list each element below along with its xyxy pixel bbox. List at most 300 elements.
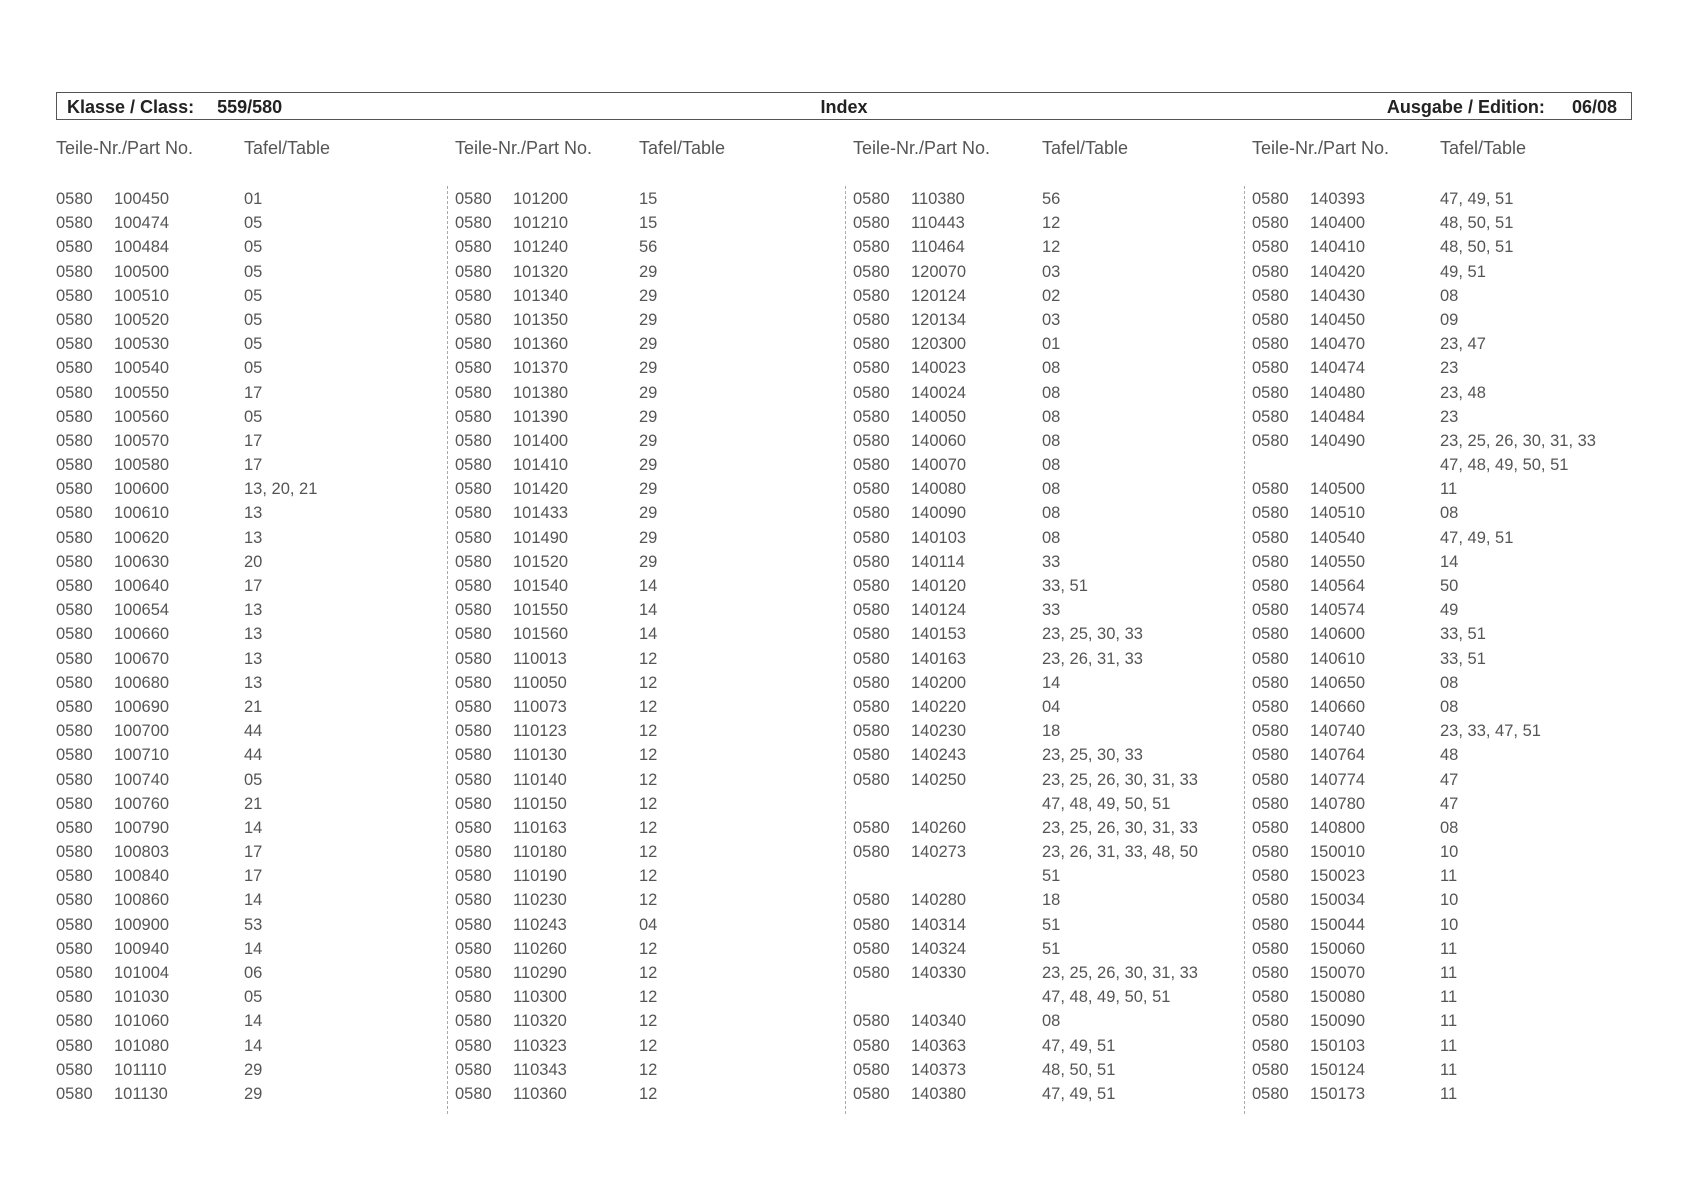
table-ref: 21 [244,697,263,716]
table-ref: 05 [244,262,263,281]
part-number: 101540 [513,577,569,595]
table-ref: 33, 51 [1440,649,1486,668]
table-ref: 51 [1042,867,1061,886]
table-row [455,504,835,528]
table-row [455,867,835,891]
part-prefix: 0580 [56,625,93,644]
part-prefix: 0580 [1252,407,1289,426]
table-ref: 13 [244,649,263,668]
part-prefix: 0580 [1252,915,1289,934]
part-prefix: 0580 [455,1036,492,1055]
part-prefix: 0580 [853,480,890,499]
part-number: 150044 [1310,915,1366,934]
table-row [56,964,436,988]
table-ref: 29 [244,1060,263,1079]
part-prefix: 0580 [1252,697,1289,716]
table-row [455,625,835,649]
part-number: 100700 [114,722,170,741]
part-number: 140090 [911,504,967,523]
part-number: 140260 [911,818,967,837]
part-prefix: 0580 [1252,310,1289,329]
table-ref: 53 [244,915,263,934]
part-prefix: 0580 [853,238,890,257]
table-ref: 14 [244,818,263,837]
table-row [1252,625,1632,649]
table-row [56,529,436,553]
part-prefix: 0580 [56,794,93,813]
part-number: 101490 [513,528,569,547]
table-ref: 17 [244,456,263,475]
table-row [1252,263,1632,287]
table-ref: 13 [244,601,263,620]
part-prefix: 0580 [56,697,93,716]
part-prefix: 0580 [1252,577,1289,595]
part-number: 100710 [114,746,170,765]
part-number: 101390 [513,407,569,426]
table-row [853,819,1233,843]
table-ref: 08 [1440,818,1459,837]
part-number: 140200 [911,673,967,692]
table-row [853,650,1233,674]
part-number: 100654 [114,601,170,620]
part-prefix: 0580 [853,577,890,595]
part-number: 101210 [513,214,569,233]
part-number: 101350 [513,310,569,329]
table-row [1252,771,1632,795]
part-prefix: 0580 [56,843,93,862]
part-number: 110343 [513,1060,567,1079]
table-row [455,891,835,915]
table-ref: 17 [244,867,263,886]
part-number: 101110 [114,1060,167,1079]
part-number: 101030 [114,988,170,1007]
part-prefix: 0580 [853,964,890,982]
part-prefix: 0580 [56,552,93,571]
part-number: 140510 [1310,504,1366,523]
table-ref: 12 [1042,238,1061,257]
table-row [1252,722,1632,746]
table-row [853,625,1233,649]
table-row [56,891,436,915]
part-number: 150080 [1310,988,1366,1007]
table-row [1252,432,1632,456]
part-number: 100520 [114,310,170,329]
table-row [56,214,436,238]
table-row [853,432,1233,456]
part-number: 140023 [911,359,967,378]
part-number: 120070 [911,262,967,281]
part-prefix: 0580 [1252,262,1289,281]
table-ref: 44 [244,722,263,741]
table-row [56,650,436,674]
part-prefix: 0580 [853,673,890,692]
part-number: 140273 [911,843,967,862]
part-number: 101320 [513,262,569,281]
part-prefix: 0580 [1252,649,1289,668]
table-row [455,698,835,722]
table-row [56,1085,436,1109]
table-ref: 12 [639,1012,658,1031]
table-row [1252,529,1632,553]
part-prefix: 0580 [853,214,890,233]
table-ref: 13 [244,673,263,692]
table-ref: 23, 33, 47, 51 [1440,722,1541,741]
table-ref: 17 [244,431,263,450]
index-rows [56,190,436,1109]
part-prefix: 0580 [56,1036,93,1055]
table-row [1252,988,1632,1012]
part-prefix: 0580 [455,939,492,958]
table-row [56,553,436,577]
part-number: 110243 [513,915,567,934]
table-ref: 05 [244,310,263,329]
part-prefix: 0580 [455,1084,492,1103]
table-ref: 47 [1440,794,1459,813]
table-row [853,795,1233,819]
table-row [853,335,1233,359]
table-ref: 29 [639,407,658,426]
part-number: 140564 [1310,577,1366,595]
table-ref: 11 [1440,1036,1458,1055]
part-number: 140470 [1310,335,1366,354]
table-ref: 08 [1440,504,1459,523]
table-row [1252,311,1632,335]
part-number: 110180 [513,843,567,862]
table-row [853,964,1233,988]
part-number: 110073 [513,697,567,716]
part-number: 150090 [1310,1012,1366,1031]
table-ref: 47, 48, 49, 50, 51 [1042,988,1171,1007]
part-prefix: 0580 [455,818,492,837]
table-row [455,964,835,988]
part-number: 100610 [114,504,170,523]
part-no-header: Teile-Nr./Part No. [56,138,194,158]
part-prefix: 0580 [455,335,492,354]
table-row [455,795,835,819]
table-ref: 17 [244,383,263,402]
table-row [1252,650,1632,674]
table-ref: 14 [639,577,658,595]
table-ref: 10 [1440,891,1459,910]
part-number: 140410 [1310,238,1366,257]
part-prefix: 0580 [455,262,492,281]
edition-label: Ausgabe / Edition: [1386,97,1545,117]
part-prefix: 0580 [56,722,93,741]
part-prefix: 0580 [56,383,93,402]
table-row [853,1012,1233,1036]
table-ref: 12 [639,746,658,765]
part-prefix: 0580 [56,770,93,789]
table-ref: 12 [639,649,658,668]
part-prefix: 0580 [853,262,890,281]
table-ref: 51 [1042,915,1061,934]
table-row [1252,1012,1632,1036]
table-ref: 12 [639,867,658,886]
part-prefix: 0580 [455,214,492,233]
table-ref: 23 [1440,407,1459,426]
part-prefix: 0580 [1252,552,1289,571]
table-ref: 05 [244,407,263,426]
part-number: 150173 [1310,1084,1366,1103]
table-row [1252,674,1632,698]
part-prefix: 0580 [455,915,492,934]
part-prefix: 0580 [853,601,890,620]
part-prefix: 0580 [455,843,492,862]
table-ref: 14 [1042,673,1061,692]
part-prefix: 0580 [853,310,890,329]
part-number: 100540 [114,359,170,378]
part-number: 100940 [114,939,170,958]
part-prefix: 0580 [56,1084,93,1103]
table-ref: 23 [1440,359,1459,378]
part-number: 140080 [911,480,967,499]
table-row [455,408,835,432]
part-prefix: 0580 [853,335,890,354]
table-ref: 33 [1042,601,1061,620]
table-row [853,553,1233,577]
part-number: 100860 [114,891,170,910]
part-prefix: 0580 [1252,480,1289,499]
table-ref: 12 [639,988,658,1007]
part-number: 110443 [911,214,965,233]
part-prefix: 0580 [1252,504,1289,523]
table-row [56,940,436,964]
part-number: 140490 [1310,431,1366,450]
part-number: 140220 [911,697,967,716]
table-ref: 29 [244,1084,263,1103]
table-ref: 10 [1440,915,1459,934]
table-ref: 47, 49, 51 [1042,1084,1116,1103]
part-prefix: 0580 [56,335,93,354]
table-ref: 29 [639,335,658,354]
part-number: 140764 [1310,746,1366,765]
index-column-3 [853,138,1233,1103]
part-number: 101080 [114,1036,170,1055]
table-ref: 33 [1042,552,1061,571]
part-no-header: Teile-Nr./Part No. [455,138,593,158]
part-number: 140060 [911,431,967,450]
table-row [56,771,436,795]
part-prefix: 0580 [853,504,890,523]
table-ref: 33, 51 [1440,625,1486,644]
part-number: 100450 [114,190,170,208]
part-number: 140800 [1310,818,1366,837]
table-row [1252,795,1632,819]
part-prefix: 0580 [455,673,492,692]
table-ref: 51 [1042,939,1061,958]
table-ref: 29 [639,552,658,571]
table-row [455,263,835,287]
part-number: 140610 [1310,649,1366,668]
table-row [56,867,436,891]
table-row [455,311,835,335]
part-prefix: 0580 [1252,939,1289,958]
table-ref: 23, 48 [1440,383,1486,402]
table-row [1252,940,1632,964]
part-number: 140484 [1310,407,1366,426]
part-prefix: 0580 [56,577,93,595]
part-prefix: 0580 [1252,770,1289,789]
part-prefix: 0580 [1252,722,1289,741]
table-ref: 23, 25, 30, 33 [1042,625,1143,644]
table-row [56,819,436,843]
table-row [56,238,436,262]
table-row [56,311,436,335]
part-number: 140153 [911,625,967,644]
part-prefix: 0580 [853,359,890,378]
part-prefix: 0580 [455,625,492,644]
table-row [56,698,436,722]
part-prefix: 0580 [853,625,890,644]
part-number: 100560 [114,407,170,426]
table-ref: 29 [639,431,658,450]
part-number: 100740 [114,770,170,789]
table-ref: 56 [1042,190,1061,208]
part-prefix: 0580 [455,867,492,886]
column-divider [1244,186,1245,1114]
part-prefix: 0580 [853,697,890,716]
part-number: 140070 [911,456,967,475]
table-ref: 12 [639,1036,658,1055]
table-row [56,480,436,504]
part-number: 110260 [513,939,567,958]
table-row [56,335,436,359]
table-row [455,940,835,964]
table-row [455,335,835,359]
table-ref: 03 [1042,262,1061,281]
table-ref: 13 [244,625,263,644]
part-number: 120134 [911,310,967,329]
part-prefix: 0580 [1252,383,1289,402]
table-row [56,408,436,432]
part-prefix: 0580 [56,262,93,281]
table-row [1252,1085,1632,1109]
table-ref: 49, 51 [1440,262,1486,281]
table-ref: 48, 50, 51 [1440,238,1514,257]
table-ref: 21 [244,794,263,813]
table-ref: 09 [1440,310,1459,329]
table-ref: 05 [244,770,263,789]
part-prefix: 0580 [1252,214,1289,233]
table-ref: 05 [244,335,263,354]
part-number: 140660 [1310,697,1366,716]
part-prefix: 0580 [455,407,492,426]
part-prefix: 0580 [455,601,492,620]
part-prefix: 0580 [1252,988,1289,1007]
part-number: 140480 [1310,383,1366,402]
part-number: 140324 [911,939,967,958]
table-ref: 12 [1042,214,1061,233]
part-prefix: 0580 [1252,359,1289,378]
table-ref: 29 [639,359,658,378]
part-number: 101060 [114,1012,170,1031]
table-row [1252,335,1632,359]
table-row [56,722,436,746]
part-number: 100600 [114,480,170,499]
table-ref: 48, 50, 51 [1440,214,1514,233]
part-prefix: 0580 [853,1036,890,1055]
part-prefix: 0580 [853,286,890,305]
table-ref: 14 [244,1036,263,1055]
part-number: 100803 [114,843,170,862]
table-ref: 08 [1042,407,1061,426]
part-number: 101370 [513,359,569,378]
table-row [56,432,436,456]
table-row [455,1085,835,1109]
part-prefix: 0580 [853,431,890,450]
part-prefix: 0580 [56,988,93,1007]
table-ref: 23, 26, 31, 33, 48, 50 [1042,843,1198,862]
part-number: 140780 [1310,794,1366,813]
table-ref: 47, 48, 49, 50, 51 [1042,794,1171,813]
table-ref: 08 [1042,383,1061,402]
table-row [1252,867,1632,891]
table-row [455,214,835,238]
part-prefix: 0580 [853,843,890,862]
table-ref: 08 [1042,456,1061,475]
table-ref: 11 [1440,480,1458,499]
table-row [853,1061,1233,1085]
table-row [853,698,1233,722]
part-number: 110464 [911,238,965,257]
table-ref: 08 [1042,431,1061,450]
table-ref: 14 [639,625,658,644]
part-number: 101240 [513,238,569,257]
table-ref: 23, 25, 26, 30, 31, 33 [1042,964,1198,982]
table-row [56,263,436,287]
part-number: 150034 [1310,891,1366,910]
table-row [1252,384,1632,408]
table-ref: 14 [244,1012,263,1031]
table-row [455,843,835,867]
part-number: 140600 [1310,625,1366,644]
table-row [455,553,835,577]
part-prefix: 0580 [455,552,492,571]
part-prefix: 0580 [1252,843,1289,862]
table-row [56,674,436,698]
part-number: 110230 [513,891,567,910]
part-prefix: 0580 [1252,625,1289,644]
part-number: 110190 [513,867,567,886]
table-row [56,384,436,408]
part-prefix: 0580 [1252,190,1289,208]
part-number: 150060 [1310,939,1366,958]
table-ref: 11 [1440,1012,1458,1031]
column-divider [447,186,448,1114]
part-prefix: 0580 [455,359,492,378]
index-column-4 [1252,138,1632,1103]
table-ref: 29 [639,528,658,547]
part-number: 100680 [114,673,170,692]
part-number: 140500 [1310,480,1366,499]
part-prefix: 0580 [1252,1012,1289,1031]
table-ref: 44 [244,746,263,765]
table-row [1252,601,1632,625]
part-prefix: 0580 [853,915,890,934]
table-row [1252,504,1632,528]
part-number: 140400 [1310,214,1366,233]
table-ref: 12 [639,1060,658,1079]
table-ref: 12 [639,794,658,813]
part-prefix: 0580 [56,1012,93,1031]
part-number: 140380 [911,1084,967,1103]
table-ref: 33, 51 [1042,577,1088,595]
table-row [56,746,436,770]
part-number: 150124 [1310,1060,1366,1079]
table-ref: 04 [1042,697,1061,716]
part-number: 110320 [513,1012,567,1031]
part-prefix: 0580 [455,794,492,813]
